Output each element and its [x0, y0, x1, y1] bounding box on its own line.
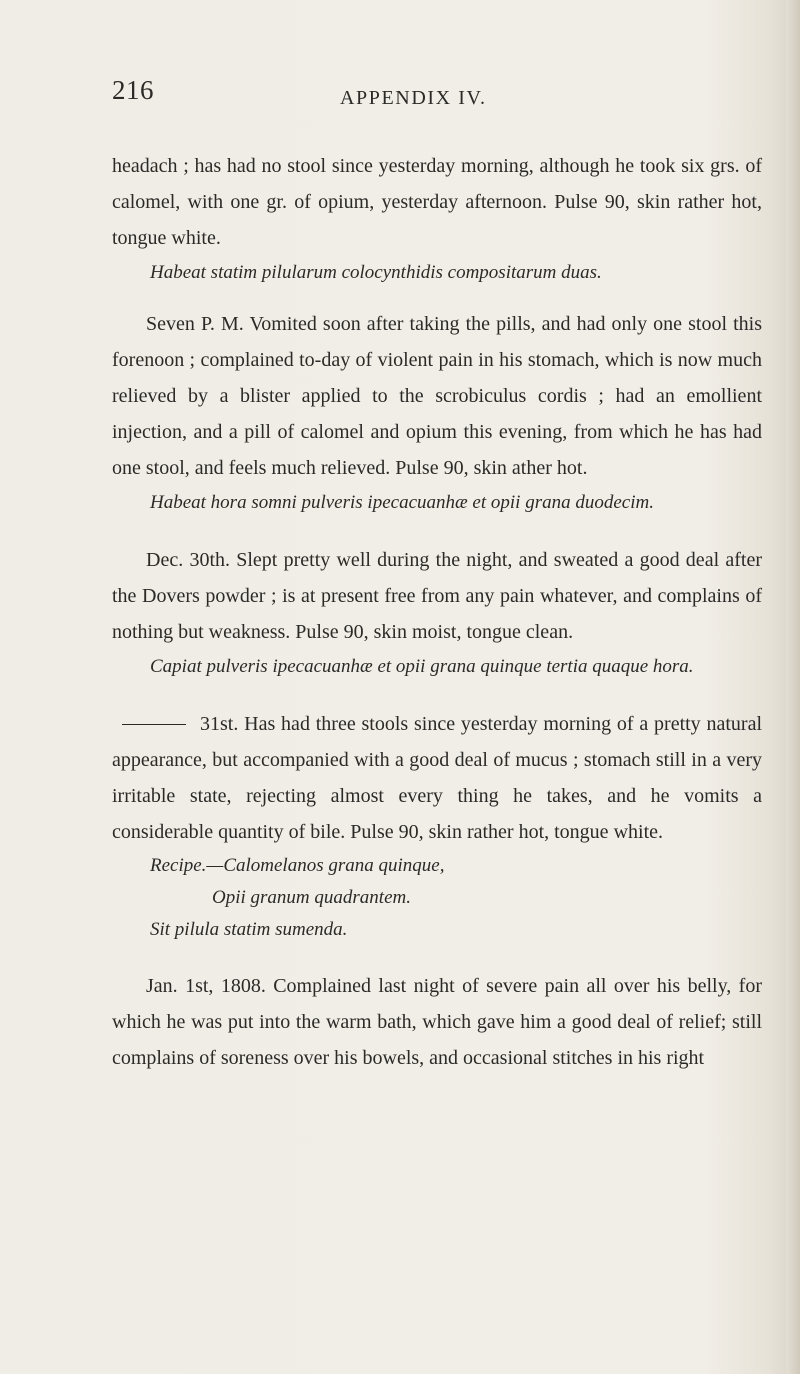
page-body — [112, 148, 762, 1076]
ditto-dash — [122, 724, 186, 725]
recipe-line-opium: Opii granum quadrantem. — [212, 887, 411, 908]
page-number: 216 — [112, 75, 154, 105]
prescription-ipecacuanha-hourly: Capiat pulveris ipecacuanhæ et opii grana quinque tertia quaque hora. — [150, 656, 694, 677]
prescription-colocynth: Habeat statim pilularum colocynthidis compositarum duas. — [150, 262, 602, 283]
paragraph-seven-pm: Seven P. M. Vomited soon after taking the pills, and had only one stool this forenoon ; complained to-day of violent pain in his stomach, which is now much relieved by a blister applied to the scrobiculus cordis ; had an emollient injection, and a pill of calomel and opium this evening, from which he has had one stool, and feels much relieved. Pulse 90, skin ather hot. — [112, 313, 762, 479]
recipe-line-calomel: Recipe.—Calomelanos grana quinque, — [150, 855, 445, 876]
prescription-ipecacuanha-opium: Habeat hora somni pulveris ipecacuanhæ et opii grana duodecim. — [150, 492, 654, 513]
paragraph-jan-1: Jan. 1st, 1808. Complained last night of severe pain all over his belly, for which he was put into the warm bath, which gave him a good deal of relief; still complains of soreness over his bowels, and occasional stitches in his right — [112, 975, 762, 1069]
page-edge-shadow — [786, 0, 800, 1374]
recipe-line-pill: Sit pilula statim sumenda. — [150, 919, 348, 940]
entry-text-31st: Has had three stools since yesterday morning of a pretty natural appearance, but accompanied with a good deal of mucus ; stomach still in a very irritable state, rejecting almost every thing he takes, and he vomits a considerable quantity of bile. Pulse 90, skin rather hot, tongue white. — [112, 713, 763, 843]
recipe-block — [112, 850, 762, 946]
paragraph-dec-31 — [112, 706, 762, 850]
paragraph-dec-30: Dec. 30th. Slept pretty well during the night, and sweated a good deal after the Dovers powder ; is at present free from any pain whatever, and complains of nothing but weakness. Pulse 90, skin moist, tongue clean. — [112, 549, 762, 643]
paragraph-headach: headach ; has had no stool since yesterday morning, although he took six grs. of calomel, with one gr. of opium, yesterday afternoon. Pulse 90, skin rather hot, tongue white. — [112, 155, 762, 249]
entry-date-31st: 31st. — [200, 713, 239, 735]
page-header — [0, 75, 800, 115]
running-title: APPENDIX IV. — [340, 87, 487, 109]
